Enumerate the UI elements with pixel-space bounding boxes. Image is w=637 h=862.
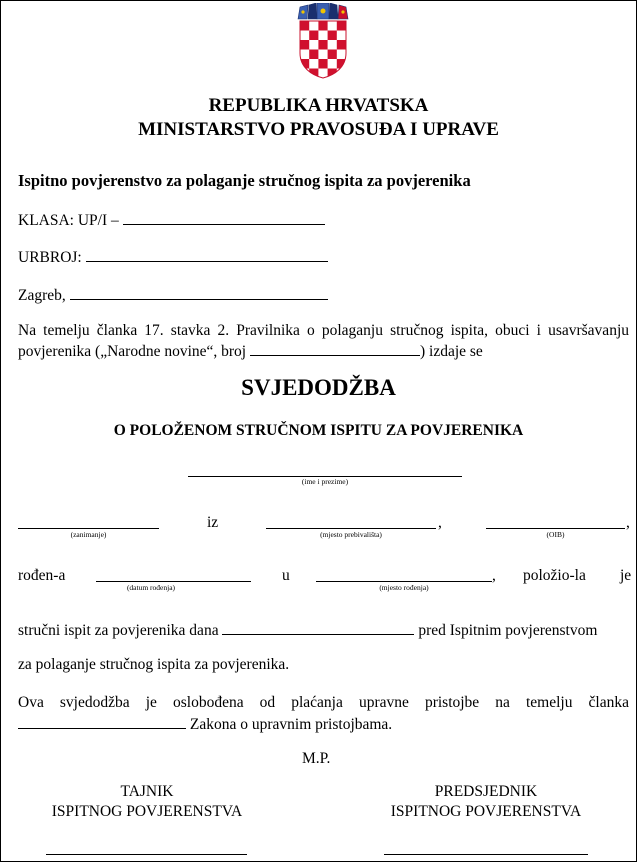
klasa-label: KLASA: UP/I –	[18, 212, 119, 229]
word-je: je	[620, 567, 632, 584]
place-field	[18, 285, 328, 305]
secretary-signature-blank[interactable]	[46, 852, 247, 855]
certificate-title: SVJEDODŽBA	[241, 375, 396, 400]
secretary-subtitle: ISPITNOG POVJERENSTVA	[51, 803, 243, 820]
occupation-blank[interactable]	[18, 514, 159, 529]
secretary-title: TAJNIK	[120, 783, 174, 800]
president-signature-blank[interactable]	[384, 852, 588, 855]
exam-line-end: pred Ispitnim povjerenstvom	[418, 622, 598, 639]
word-iz: iz	[207, 514, 219, 531]
comma-1: ,	[438, 514, 442, 531]
name-blank[interactable]	[188, 464, 462, 477]
exemption-line-1: Ova svjedodžba je oslobođena od plaćanja upravne pristojbe na temelju članka	[18, 694, 629, 711]
klasa-blank[interactable]	[123, 210, 325, 225]
exam-line-start: stručni ispit za povjerenika dana	[18, 622, 219, 639]
residence-caption: (mjesto prebivališta)	[320, 530, 382, 539]
date-blank[interactable]	[70, 285, 328, 300]
place-label: Zagreb,	[18, 287, 66, 304]
article-blank[interactable]	[18, 714, 186, 729]
urbroj-blank[interactable]	[86, 247, 328, 262]
occupation-caption: (zanimanje)	[70, 530, 107, 539]
stamp-placeholder: M.P.	[302, 750, 331, 767]
intro-line-2-start: povjerenika („Narodne novine“, broj	[18, 343, 247, 360]
birth-place-blank[interactable]	[316, 567, 492, 582]
comma-3: ,	[492, 567, 496, 584]
oib-caption: (OIB)	[546, 530, 565, 539]
intro-line-2-end: ) izdaje se	[419, 343, 483, 360]
intro-line-2	[18, 341, 483, 361]
word-u: u	[282, 567, 290, 584]
word-passed: položio-la	[523, 567, 586, 584]
ministry-heading: MINISTARSTVO PRAVOSUĐA I UPRAVE	[138, 119, 499, 140]
committee-heading: Ispitno povjerenstvo za polaganje stručnog ispita za povjerenika	[18, 171, 471, 190]
exam-line-2: za polaganje stručnog ispita za povjerenika.	[18, 656, 290, 673]
president-title: PREDSJEDNIK	[434, 783, 538, 800]
coat-of-arms-icon	[294, 3, 352, 79]
name-caption: (ime i prezime)	[301, 477, 349, 486]
exemption-line-2	[18, 714, 392, 734]
birth-place-caption: (mjesto rođenja)	[379, 583, 429, 592]
comma-2: ,	[626, 514, 630, 531]
gazette-number-blank[interactable]	[250, 341, 420, 356]
oib-blank[interactable]	[486, 514, 625, 529]
urbroj-field	[18, 247, 328, 267]
residence-blank[interactable]	[266, 514, 436, 529]
birth-date-caption: (datum rođenja)	[126, 583, 176, 592]
word-born: rođen-a	[18, 567, 66, 584]
intro-line-1: Na temelju članka 17. stavka 2. Pravilnika o polaganju stručnog ispita, obuci i usavršavanju	[18, 322, 629, 339]
urbroj-label: URBROJ:	[18, 249, 82, 266]
president-subtitle: ISPITNOG POVJERENSTVA	[390, 803, 582, 820]
klasa-field	[18, 210, 325, 230]
certificate-subtitle: O POLOŽENOM STRUČNOM ISPITU ZA POVJERENIKA	[113, 422, 524, 439]
exam-date-blank[interactable]	[222, 620, 414, 635]
exemption-line-2-end: Zakona o upravnim pristojbama.	[189, 716, 393, 733]
exam-line	[18, 620, 597, 640]
birth-date-blank[interactable]	[96, 567, 251, 582]
country-heading: REPUBLIKA HRVATSKA	[208, 95, 429, 116]
